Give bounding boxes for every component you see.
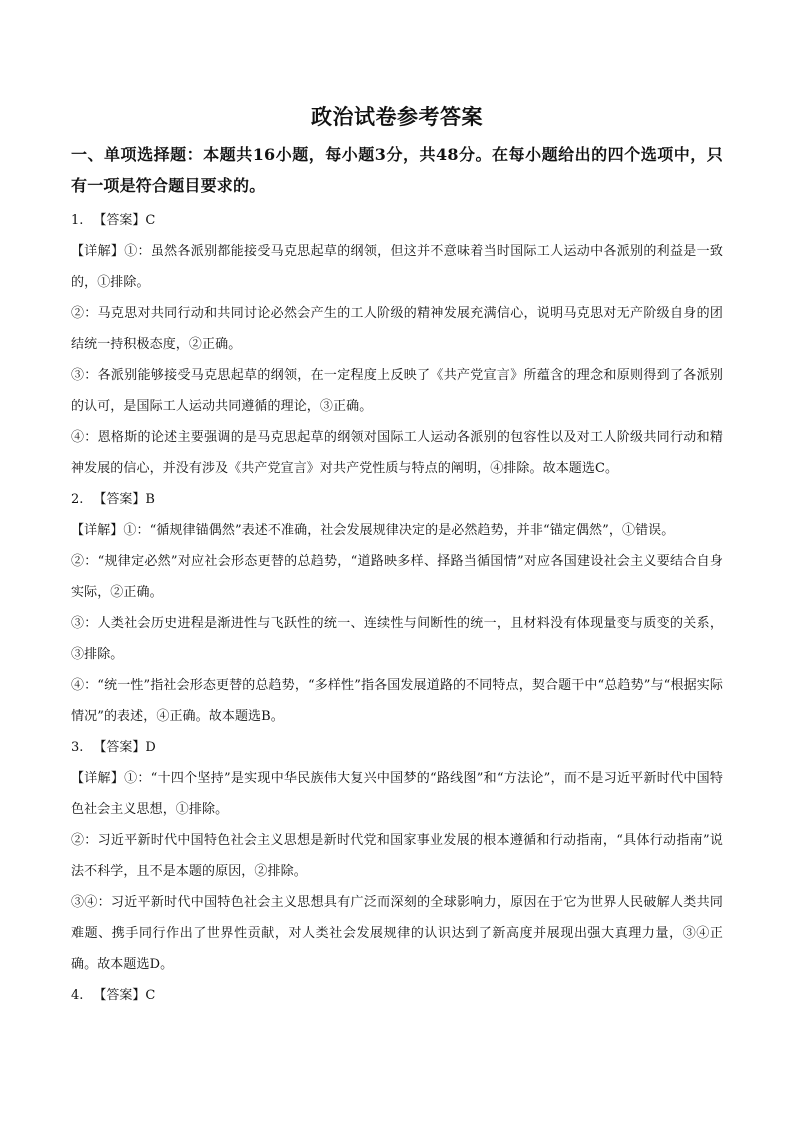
explanation-paragraph: ②：“规律定必然”对应社会形态更替的总趋势，“道路映多样、择路当循国情”对应各国建设社会主义要结合自身实际，②正确。 <box>71 554 723 600</box>
answer-label: 【答案】C <box>93 988 156 1003</box>
question-2 <box>71 484 723 732</box>
answer-label: 【答案】C <box>93 213 156 228</box>
question-1 <box>71 205 723 484</box>
answer-line <box>71 732 723 763</box>
explanation-paragraph: ③：人类社会历史进程是渐进性与飞跃性的统一、连续性与间断性的统一，且材料没有体现量变与质变的关系，③排除。 <box>71 616 723 662</box>
explanation-paragraph: ③：各派别能够接受马克思起草的纲领，在一定程度上反映了《共产党宣言》所蕴含的理念和原则得到了各派别的认可，是国际工人运动共同遵循的理论，③正确。 <box>71 368 723 414</box>
explanation-paragraph: 【详解】①：虽然各派别都能接受马克思起草的纲领，但这并不意味着当时国际工人运动中各派别的利益是一致的，①排除。 <box>71 244 723 290</box>
explanation-paragraph: ②：马克思对共同行动和共同讨论必然会产生的工人阶级的精神发展充满信心，说明马克思对无产阶级自身的团结统一持积极态度，②正确。 <box>71 306 723 352</box>
explanation-paragraph: ②：习近平新时代中国特色社会主义思想是新时代党和国家事业发展的根本遵循和行动指南，“具体行动指南”说法不科学，且不是本题的原因，②排除。 <box>71 833 723 879</box>
answer-line <box>71 980 723 1011</box>
explanation-paragraph: ④：恩格斯的论述主要强调的是马克思起草的纲领对国际工人运动各派别的包容性以及对工人阶级共同行动和精神发展的信心，并没有涉及《共产党宣言》对共产党性质与特点的阐明，④排除。故本题选C。 <box>71 430 723 476</box>
question-number: 4. <box>71 988 84 1003</box>
section-heading: 一、单项选择题：本题共16小题，每小题3分，共48分。在每小题给出的四个选项中，只有一项是符合题目要求的。 <box>71 145 723 195</box>
answer-document <box>71 100 723 1011</box>
explanation-paragraph: 【详解】①：“十四个坚持”是实现中华民族伟大复兴中国梦的“路线图”和“方法论”，而不是习近平新时代中国特色社会主义思想，①排除。 <box>71 771 723 817</box>
question-number: 1. <box>71 213 84 228</box>
question-4 <box>71 980 723 1011</box>
answer-label: 【答案】D <box>93 740 156 755</box>
question-number: 3. <box>71 740 84 755</box>
question-3 <box>71 732 723 980</box>
explanation-paragraph: 【详解】①：“循规律锚偶然”表述不准确，社会发展规律决定的是必然趋势，并非“锚定偶然”，①错误。 <box>71 523 675 538</box>
question-number: 2. <box>71 492 84 507</box>
explanation-paragraph: ④：“统一性”指社会形态更替的总趋势，“多样性”指各国发展道路的不同特点，契合题干中“总趋势”与“根据实际情况”的表述，④正确。故本题选B。 <box>71 678 723 724</box>
document-title: 政治试卷参考答案 <box>311 104 483 129</box>
answer-line <box>71 205 723 236</box>
answer-label: 【答案】B <box>93 492 155 507</box>
explanation-paragraph: ③④：习近平新时代中国特色社会主义思想具有广泛而深刻的全球影响力，原因在于它为世界人民破解人类共同难题、携手同行作出了世界性贡献，对人类社会发展规律的认识达到了新高度并展现出强大真理力量，③④正确。故本题选D。 <box>71 895 723 972</box>
answer-line <box>71 484 723 515</box>
